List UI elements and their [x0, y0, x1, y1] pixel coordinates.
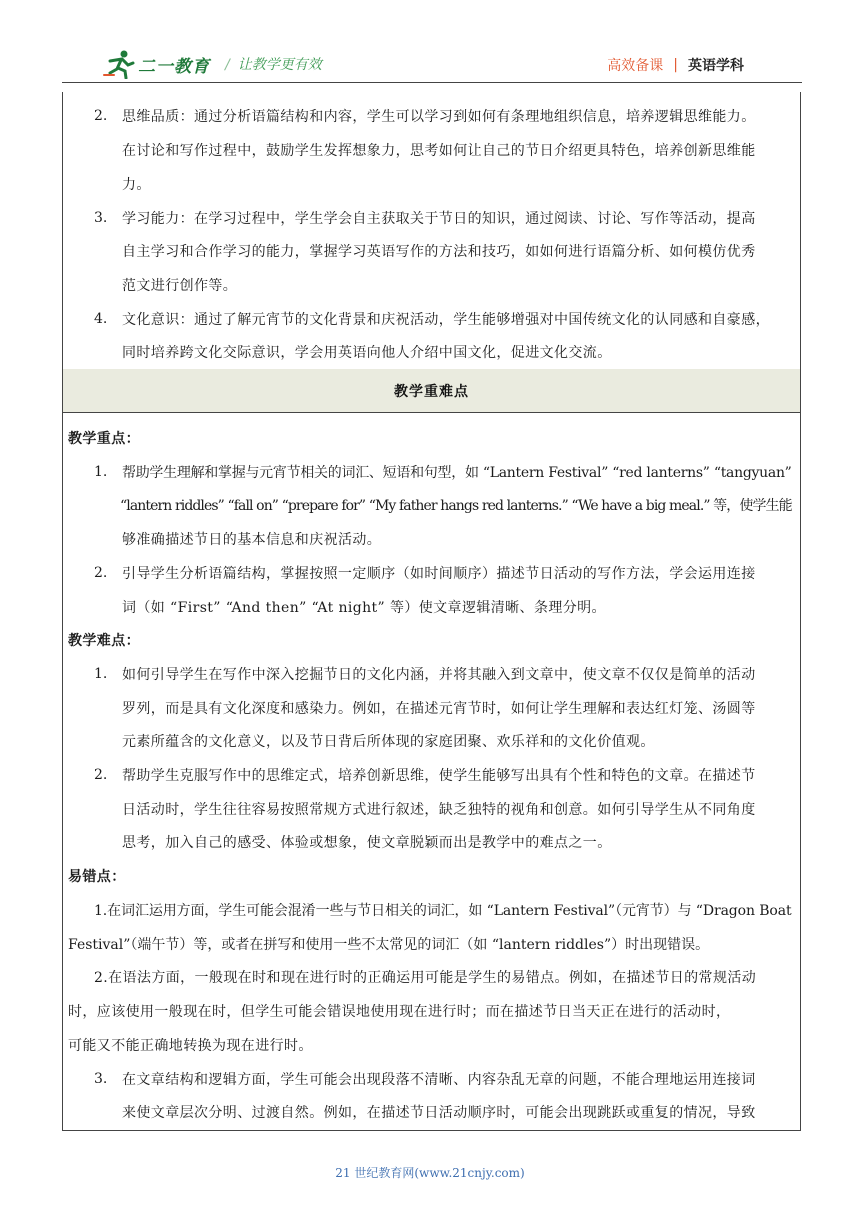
difficult-point-number-1: 1. — [94, 666, 108, 682]
error-point-2-line-2: 时，应该使用一般现在时，但学生可能会错误地使用现在进行时；而在描述节日当天正在进行的活动时， — [68, 1004, 731, 1020]
key-point-number-2: 2. — [94, 565, 108, 581]
error-point-3-line-1: 在文章结构和逻辑方面，学生可能会出现段落不清晰、内容杂乱无章的问题，不能合理地运用连接词 — [122, 1072, 756, 1088]
brand-name: 二一教育 — [138, 56, 210, 77]
runner-logo-icon — [102, 49, 136, 79]
page-footer: 21 世纪教育网(www.21cnjy.com) — [335, 1166, 525, 1180]
difficult-point-2-line-1: 帮助学生克服写作中的思维定式，培养创新思维，使学生能够写出具有个性和特色的文章。在描述节 — [122, 768, 756, 784]
key-point-number-1: 1. — [94, 464, 108, 480]
header-separator: | — [673, 57, 678, 73]
objective-4-line-1: 文化意识：通过了解元宵节的文化背景和庆祝活动，学生能够增强对中国传统文化的认同感和自豪感， — [122, 312, 770, 328]
page-header — [0, 0, 860, 92]
error-point-2-line-1: 2.在语法方面，一般现在时和现在进行时的正确运用可能是学生的易错点。例如，在描述节日的常规活动 — [94, 970, 757, 986]
difficult-point-2-line-2: 日活动时，学生往往容易按照常规方式进行叙述，缺乏独特的视角和创意。如何引导学生从不同角度 — [122, 802, 756, 818]
header-tag-primary: 高效备课 — [607, 58, 664, 74]
difficult-point-1-line-3: 元素所蕴含的文化意义，以及节日背后所体现的家庭团聚、欢乐祥和的文化价值观。 — [122, 734, 655, 750]
key-point-1-line-1: 帮助学生理解和掌握与元宵节相关的词汇、短语和句型，如 “Lantern Festival” “red lanterns” “tangyuan” — [122, 465, 792, 481]
error-point-2-line-3: 可能又不能正确地转换为现在进行时。 — [68, 1038, 313, 1054]
difficult-point-1-line-1: 如何引导学生在写作中深入挖掘节日的文化内涵，并将其融入到文章中，使文章不仅仅是简单的活动 — [122, 667, 756, 683]
error-point-1-line-1: 1.在词汇运用方面，学生可能会混淆一些与节日相关的词汇，如 “Lantern Festival”（元宵节）与 “Dragon Boat — [94, 903, 792, 919]
header-subject: 英语学科 — [688, 58, 744, 74]
objective-2-line-3: 力。 — [122, 177, 151, 193]
header-subject-info — [607, 55, 744, 75]
header-divider — [62, 82, 802, 83]
brand-logo — [102, 48, 210, 80]
section-title-bar — [62, 369, 801, 413]
objective-4-line-2: 同时培养跨文化交际意识，学会用英语向他人介绍中国文化，促进文化交流。 — [122, 345, 612, 361]
objective-3-line-2: 自主学习和合作学习的能力，掌握学习英语写作的方法和技巧，如如何进行语篇分析、如何模仿优秀 — [122, 244, 756, 260]
slogan-text: 让教学更有效 — [237, 57, 322, 73]
key-point-1-line-3: 够准确描述节日的基本信息和庆祝活动。 — [122, 532, 382, 548]
key-point-1-line-2: “lantern riddles” “fall on” “prepare for” “My father hangs red lanterns.” “We have a big meal.” 等，使学生能 — [120, 498, 792, 514]
slogan-slash: / — [225, 57, 230, 73]
error-point-1-line-2: Festival”（端午节）等，或者在拼写和使用一些不太常见的词汇（如 “lantern riddles”）时出现错误。 — [68, 937, 710, 953]
objective-number-4: 4. — [94, 311, 108, 327]
key-points-heading: 教学重点： — [68, 431, 140, 447]
error-point-3-line-2: 来使文章层次分明、过渡自然。例如，在描述节日活动顺序时，可能会出现跳跃或重复的情况，导致 — [122, 1105, 756, 1121]
objective-2-line-2: 在讨论和写作过程中，鼓励学生发挥想象力，思考如何让自己的节日介绍更具特色，培养创新思维能 — [122, 143, 756, 159]
difficult-point-number-2: 2. — [94, 767, 108, 783]
slogan — [225, 54, 322, 74]
difficult-point-2-line-3: 思考，加入自己的感受、体验或想象，使文章脱颖而出是教学中的难点之一。 — [122, 835, 612, 851]
error-point-number-3: 3. — [94, 1071, 108, 1087]
objective-2-line-1: 思维品质：通过分析语篇结构和内容，学生可以学习到如何有条理地组织信息，培养逻辑思维能力。 — [122, 109, 756, 125]
objective-number-2: 2. — [94, 108, 108, 124]
section-title: 教学重难点 — [394, 383, 469, 400]
difficult-points-heading: 教学难点： — [68, 633, 140, 649]
objective-3-line-1: 学习能力：在学习过程中，学生学会自主获取关于节日的知识，通过阅读、讨论、写作等活动，提高 — [122, 211, 756, 227]
key-point-2-line-2: 词（如 “First” “And then” “At night” 等）使文章逻辑清晰、条理分明。 — [122, 600, 606, 616]
difficult-point-1-line-2: 罗列，而是具有文化深度和感染力。例如，在描述元宵节时，如何让学生理解和表达红灯笼、汤圆等 — [122, 701, 756, 717]
objective-3-line-3: 范文进行创作等。 — [122, 278, 238, 294]
error-points-heading: 易错点： — [68, 869, 126, 885]
objective-number-3: 3. — [94, 210, 108, 226]
key-point-2-line-1: 引导学生分析语篇结构，掌握按照一定顺序（如时间顺序）描述节日活动的写作方法，学会运用连接 — [122, 566, 756, 582]
